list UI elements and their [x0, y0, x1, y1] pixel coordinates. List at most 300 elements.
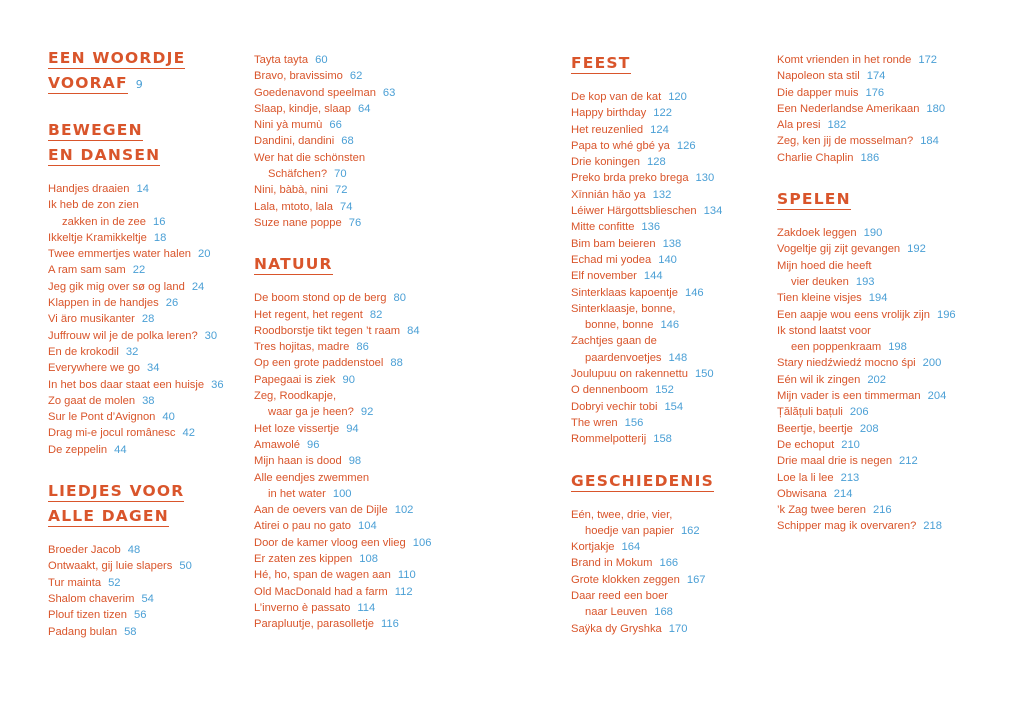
page-number: 100: [332, 487, 352, 500]
toc-column-3: [571, 52, 786, 659]
page-number: 80: [393, 292, 406, 305]
song-title: Jeg gik mig over sø og land: [48, 280, 185, 293]
song-entry[interactable]: [48, 425, 263, 441]
song-title-continued: paardenvoetjes: [585, 351, 662, 364]
song-entry[interactable]: [48, 409, 263, 425]
toc-column-1: [48, 47, 263, 662]
song-entry[interactable]: [777, 150, 992, 166]
page-number: 24: [191, 280, 205, 293]
toc-section: [48, 119, 263, 458]
song-entry[interactable]: [48, 575, 263, 591]
song-title: Eén, twee, drie, vier,: [571, 508, 673, 521]
page-number: 54: [141, 592, 154, 605]
song-entry[interactable]: [571, 89, 786, 105]
page-number: 206: [849, 406, 869, 419]
song-entry[interactable]: [254, 355, 469, 371]
song-entry[interactable]: [777, 388, 992, 404]
song-entry[interactable]: [571, 366, 786, 382]
section-heading-line: LIEDJES VOOR: [48, 482, 185, 501]
song-title: Plouf tizen tizen: [48, 609, 127, 622]
song-title-continued: hoedje van papier: [585, 524, 674, 537]
song-entry[interactable]: [48, 542, 263, 558]
page-number: 200: [922, 357, 942, 370]
song-entry[interactable]: [777, 502, 992, 518]
section-heading-line: EEN WOORDJE: [48, 49, 186, 67]
section-heading-line: EN DANSEN: [48, 146, 161, 164]
song-title: Tur mainta: [48, 576, 102, 589]
song-title: Sinterklaas kapoentje: [571, 286, 678, 299]
song-title: Er zaten zes kippen: [254, 553, 353, 566]
song-list: [254, 290, 469, 632]
song-list: [48, 542, 263, 640]
page-number: 22: [132, 264, 146, 277]
song-entry[interactable]: [48, 197, 263, 230]
song-entry[interactable]: [48, 279, 263, 295]
page-number: 120: [668, 91, 687, 103]
song-entry[interactable]: [571, 333, 786, 366]
song-title: Daar reed een boer: [571, 590, 669, 603]
page-number: 102: [394, 504, 414, 517]
page-number: 140: [658, 253, 677, 266]
page-number: 150: [694, 368, 714, 381]
song-title: In het bos daar staat een huisje: [48, 378, 205, 391]
song-entry[interactable]: [571, 138, 786, 154]
page-number: 82: [369, 308, 383, 321]
song-title: Dandini, dandini: [254, 135, 335, 148]
song-entry[interactable]: [571, 588, 786, 621]
song-title: Everywhere we go: [48, 362, 141, 375]
song-title: Aan de oevers van de Dijle: [254, 504, 388, 517]
song-entry[interactable]: [254, 372, 469, 388]
page-number: 68: [341, 135, 354, 148]
section-page-number: 9: [135, 78, 143, 91]
page-number: 126: [676, 139, 696, 152]
song-entry[interactable]: [571, 301, 786, 334]
page-number: 210: [841, 438, 860, 451]
page-number: 26: [165, 297, 179, 310]
song-entry[interactable]: [254, 551, 469, 567]
song-title: Parapluutje, parasolletje: [254, 618, 375, 631]
song-entry[interactable]: [48, 442, 263, 458]
song-entry[interactable]: [48, 607, 263, 623]
page-number: 58: [124, 625, 137, 638]
song-title: Saÿka dy Gryshka: [571, 622, 662, 635]
song-title: Tres hojitas, madre: [254, 341, 350, 354]
song-title: Vogeltje gij zijt gevangen: [777, 243, 901, 256]
page-number: 30: [204, 329, 218, 342]
section-heading: [571, 52, 786, 77]
song-entry[interactable]: [254, 518, 469, 534]
song-entry[interactable]: [777, 101, 992, 117]
song-entry[interactable]: [254, 307, 469, 323]
song-title: Op een grote paddenstoel: [254, 357, 384, 370]
page-number: 184: [920, 135, 939, 148]
page-number: 144: [643, 270, 663, 283]
song-entry[interactable]: [48, 181, 263, 197]
toc-section: [571, 470, 786, 637]
page-number: 216: [872, 504, 892, 517]
song-title: Klappen in de handjes: [48, 297, 159, 310]
page-number: 72: [335, 184, 348, 197]
page-number: 32: [125, 345, 139, 358]
page-number: 136: [641, 221, 661, 234]
song-title: Happy birthday: [571, 107, 647, 120]
song-title: A ram sam sam: [48, 264, 126, 277]
song-title: Het regent, het regent: [254, 308, 363, 321]
page-number: 106: [412, 536, 432, 549]
song-title: Țălățuli bațuli: [777, 406, 843, 419]
song-entry[interactable]: [571, 105, 786, 121]
song-title: Schipper mag ik overvaren?: [777, 520, 917, 533]
toc-section: [777, 52, 992, 166]
song-title: Sur le Pont d’Avignon: [48, 411, 156, 424]
song-entry[interactable]: [254, 323, 469, 339]
song-entry[interactable]: [571, 382, 786, 398]
section-heading: [254, 253, 469, 278]
song-title: Roodborstje tikt tegen ’t raam: [254, 324, 401, 337]
song-title-continued: in het water: [268, 487, 326, 500]
song-title: Rommelpotterij: [571, 433, 647, 446]
song-entry[interactable]: [571, 187, 786, 203]
song-entry[interactable]: [571, 219, 786, 235]
song-entry[interactable]: [48, 344, 263, 360]
section-heading-line: BEWEGEN: [48, 121, 143, 139]
song-title: Kortjakje: [571, 541, 615, 554]
song-title: Old MacDonald had a farm: [254, 585, 388, 598]
song-title: Goedenavond speelman: [254, 86, 376, 99]
song-title: Ontwaakt, gij luie slapers: [48, 560, 173, 573]
song-entry[interactable]: [571, 285, 786, 301]
song-entry[interactable]: [254, 68, 469, 84]
song-entry[interactable]: [571, 252, 786, 268]
song-title-continued: naar Leuven: [585, 606, 648, 619]
section-heading-line: ALLE DAGEN: [48, 507, 169, 526]
page-number: 214: [833, 487, 853, 500]
section-heading-line: VOORAF: [48, 74, 128, 92]
song-entry[interactable]: [571, 507, 786, 540]
song-entry[interactable]: [777, 486, 992, 502]
page-number: 162: [680, 524, 700, 537]
song-entry[interactable]: [254, 437, 469, 453]
toc-section: [254, 253, 469, 632]
song-title: Shalom chaverim: [48, 592, 135, 605]
page-number: 66: [329, 119, 342, 132]
song-entry[interactable]: [48, 377, 263, 393]
song-entry[interactable]: [48, 328, 263, 344]
song-title: Papegaai is ziek: [254, 373, 336, 386]
song-title: Padang bulan: [48, 625, 118, 638]
page-number: 114: [357, 601, 376, 614]
page-number: 36: [211, 378, 224, 391]
song-entry[interactable]: [571, 170, 786, 186]
song-entry[interactable]: [777, 453, 992, 469]
song-entry[interactable]: [777, 133, 992, 149]
page-number: 63: [382, 86, 396, 99]
song-entry[interactable]: [254, 215, 469, 231]
page-number: 62: [349, 70, 363, 83]
song-title: Ik stond laatst voor: [777, 324, 871, 337]
song-title: Elf november: [571, 270, 637, 283]
page-number: 180: [926, 102, 946, 115]
toc-section: [48, 480, 263, 640]
song-entry[interactable]: [777, 323, 992, 356]
song-entry[interactable]: [254, 52, 469, 68]
song-list: [777, 225, 992, 535]
song-entry[interactable]: [571, 539, 786, 555]
page-number: 44: [114, 443, 127, 456]
song-entry[interactable]: [571, 431, 786, 447]
page-number: 170: [668, 622, 688, 635]
section-heading-line: SPELEN: [777, 190, 851, 209]
song-title: Het reuzenlied: [571, 123, 644, 136]
page-number: 48: [127, 544, 141, 557]
song-entry[interactable]: [777, 52, 992, 68]
song-entry[interactable]: [571, 621, 786, 637]
page-number: 116: [381, 618, 399, 631]
song-entry[interactable]: [571, 236, 786, 252]
song-entry[interactable]: [254, 567, 469, 583]
song-entry[interactable]: [571, 399, 786, 415]
song-title: Een Nederlandse Amerikaan: [777, 102, 920, 115]
page-number: 212: [899, 455, 918, 468]
song-title: Tien kleine visjes: [777, 292, 862, 305]
page-number: 42: [182, 427, 195, 440]
page-number: 110: [397, 569, 416, 582]
section-heading-line: NATUUR: [254, 255, 333, 274]
song-entry[interactable]: [48, 311, 263, 327]
song-title: De zeppelin: [48, 443, 108, 456]
song-entry[interactable]: [254, 453, 469, 469]
song-title: De kop van de kat: [571, 91, 662, 103]
song-entry[interactable]: [777, 68, 992, 84]
song-title: Mitte confitte: [571, 221, 635, 234]
page-number: 130: [695, 172, 715, 185]
song-title: Mijn hoed die heeft: [777, 259, 872, 272]
song-title: En de krokodil: [48, 345, 119, 358]
song-title: Hé, ho, span de wagen aan: [254, 569, 391, 582]
page-number: 56: [133, 609, 147, 622]
song-entry[interactable]: [254, 616, 469, 632]
song-list: [571, 507, 786, 637]
song-title: Xīnnián hǎo ya: [571, 188, 646, 201]
song-title: Papa to whé gbé ya: [571, 139, 670, 152]
song-entry[interactable]: [777, 470, 992, 486]
page-number: 128: [647, 156, 666, 169]
song-entry[interactable]: [48, 591, 263, 607]
song-title: Eén wil ik zingen: [777, 373, 861, 386]
page-number: 198: [888, 341, 907, 354]
song-list: [254, 52, 469, 231]
song-entry[interactable]: [571, 572, 786, 588]
song-title: Slaap, kindje, slaap: [254, 102, 352, 115]
song-entry[interactable]: [777, 85, 992, 101]
page-number: 204: [927, 390, 947, 403]
song-title-continued: bonne, bonne: [585, 319, 654, 332]
page-number: 148: [668, 351, 688, 364]
song-title: Die dapper muis: [777, 86, 859, 99]
song-entry[interactable]: [777, 117, 992, 133]
page-number: 156: [624, 416, 644, 429]
song-title: Stary niedźwiedź mocno śpi: [777, 357, 916, 370]
toc-section: [48, 47, 263, 97]
song-title: Mijn vader is een timmerman: [777, 390, 921, 403]
page-number: 218: [923, 520, 942, 533]
song-title: Preko brda preko brega: [571, 172, 689, 185]
song-entry[interactable]: [254, 101, 469, 117]
song-entry[interactable]: [254, 199, 469, 215]
song-list: [48, 181, 263, 458]
section-heading: [48, 480, 263, 530]
page-number: 16: [152, 215, 166, 228]
song-entry[interactable]: [254, 470, 469, 503]
page-number: 186: [860, 151, 880, 164]
song-title: Lala, mtoto, lala: [254, 200, 333, 213]
song-entry[interactable]: [571, 122, 786, 138]
song-entry[interactable]: [254, 150, 469, 183]
page-number: 182: [827, 119, 847, 132]
page-number: 34: [147, 362, 160, 375]
song-entry[interactable]: [254, 133, 469, 149]
page-number: 172: [918, 54, 938, 66]
page-number: 18: [153, 231, 167, 244]
song-entry[interactable]: [48, 558, 263, 574]
song-entry[interactable]: [48, 360, 263, 376]
song-entry[interactable]: [571, 268, 786, 284]
page-number: 108: [359, 553, 378, 566]
song-entry[interactable]: [777, 225, 992, 241]
song-entry[interactable]: [571, 203, 786, 219]
page-number: 152: [655, 384, 674, 397]
song-title: Drie maal drie is negen: [777, 455, 893, 468]
toc-column-4: [777, 52, 992, 557]
song-title: Zeg, ken jij de mosselman?: [777, 135, 914, 148]
song-title: Sinterklaasje, bonne,: [571, 302, 676, 315]
song-entry[interactable]: [48, 393, 263, 409]
page-number: 84: [407, 324, 420, 337]
song-title: Ikkeltje Kramikkeltje: [48, 231, 147, 244]
song-entry[interactable]: [777, 355, 992, 371]
page-number: 64: [358, 102, 371, 115]
song-title-continued: vier deuken: [791, 275, 849, 288]
song-entry[interactable]: [571, 415, 786, 431]
song-entry[interactable]: [254, 182, 469, 198]
page-number: 167: [686, 573, 706, 586]
page-number: 98: [348, 455, 362, 468]
page-number: 76: [348, 216, 362, 229]
page-number: 132: [652, 188, 672, 201]
song-title: Juffrouw wil je de polka leren?: [48, 329, 198, 342]
page-number: 174: [866, 70, 886, 83]
page-number: 90: [342, 373, 355, 386]
page-number: 96: [307, 438, 320, 451]
page-number: 154: [664, 400, 684, 413]
song-entry[interactable]: [571, 154, 786, 170]
song-list: [777, 52, 992, 166]
song-entry[interactable]: [48, 262, 263, 278]
song-entry[interactable]: [48, 295, 263, 311]
page-number: 196: [936, 308, 956, 321]
song-title: Twee emmertjes water halen: [48, 248, 192, 261]
page-number: 88: [390, 357, 403, 370]
page-number: 192: [907, 243, 926, 256]
song-entry[interactable]: [777, 307, 992, 323]
song-title: ’k Zag twee beren: [777, 504, 866, 517]
song-entry[interactable]: [254, 290, 469, 306]
page-number: 124: [650, 123, 669, 136]
section-heading-line: GESCHIEDENIS: [571, 471, 714, 490]
section-heading: [777, 188, 992, 213]
page-number: 166: [659, 557, 679, 570]
song-entry[interactable]: [777, 518, 992, 534]
page-number: 168: [654, 606, 673, 619]
song-entry[interactable]: [254, 85, 469, 101]
page-number: 92: [360, 406, 374, 419]
song-entry[interactable]: [777, 258, 992, 291]
song-title: Alle eendjes zwemmen: [254, 471, 370, 484]
song-title: O dennenboom: [571, 384, 649, 397]
song-entry[interactable]: [254, 421, 469, 437]
song-title: Beertje, beertje: [777, 422, 853, 435]
song-entry[interactable]: [254, 535, 469, 551]
song-entry[interactable]: [777, 404, 992, 420]
song-entry[interactable]: [571, 555, 786, 571]
song-title: Charlie Chaplin: [777, 151, 854, 164]
song-entry[interactable]: [254, 502, 469, 518]
song-entry[interactable]: [254, 600, 469, 616]
song-title: Amawolé: [254, 438, 301, 451]
toc-column-2: [254, 52, 469, 655]
song-entry[interactable]: [254, 339, 469, 355]
song-title: Zakdoek leggen: [777, 227, 857, 240]
song-entry[interactable]: [48, 246, 263, 262]
song-entry[interactable]: [777, 241, 992, 257]
song-title: Léiwer Härgottsblieschen: [571, 205, 697, 218]
page-number: 134: [703, 205, 723, 218]
song-title: Brand in Mokum: [571, 557, 653, 570]
song-entry[interactable]: [777, 290, 992, 306]
page-number: 146: [684, 286, 704, 299]
song-title: L’inverno è passato: [254, 601, 351, 614]
song-title: Nini, bàbà, nini: [254, 184, 329, 197]
page-number: 50: [179, 560, 192, 573]
song-entry[interactable]: [254, 388, 469, 421]
page-number: 38: [142, 394, 155, 407]
page-number: 194: [868, 292, 888, 305]
song-title: Door de kamer vloog een vlieg: [254, 536, 406, 549]
section-heading: [571, 470, 786, 495]
song-entry[interactable]: [48, 624, 263, 640]
song-title: Vi äro musikanter: [48, 313, 135, 326]
page-number: 40: [162, 411, 175, 424]
page-number: 208: [859, 422, 879, 435]
song-title: Zachtjes gaan de: [571, 335, 657, 348]
song-entry[interactable]: [48, 230, 263, 246]
song-title-continued: waar ga je heen?: [268, 406, 354, 419]
song-entry[interactable]: [777, 437, 992, 453]
song-entry[interactable]: [254, 117, 469, 133]
song-entry[interactable]: [777, 421, 992, 437]
page-number: 94: [346, 422, 359, 435]
page-number: 213: [840, 471, 860, 484]
song-title: Ik heb de zon zien: [48, 199, 139, 212]
song-title: Wer hat die schönsten: [254, 151, 366, 164]
song-entry[interactable]: [777, 372, 992, 388]
song-title: Mijn haan is dood: [254, 455, 342, 468]
page-number: 122: [653, 107, 672, 120]
song-title: Drie koningen: [571, 156, 641, 169]
song-entry[interactable]: [254, 584, 469, 600]
page-number: 146: [660, 319, 680, 332]
